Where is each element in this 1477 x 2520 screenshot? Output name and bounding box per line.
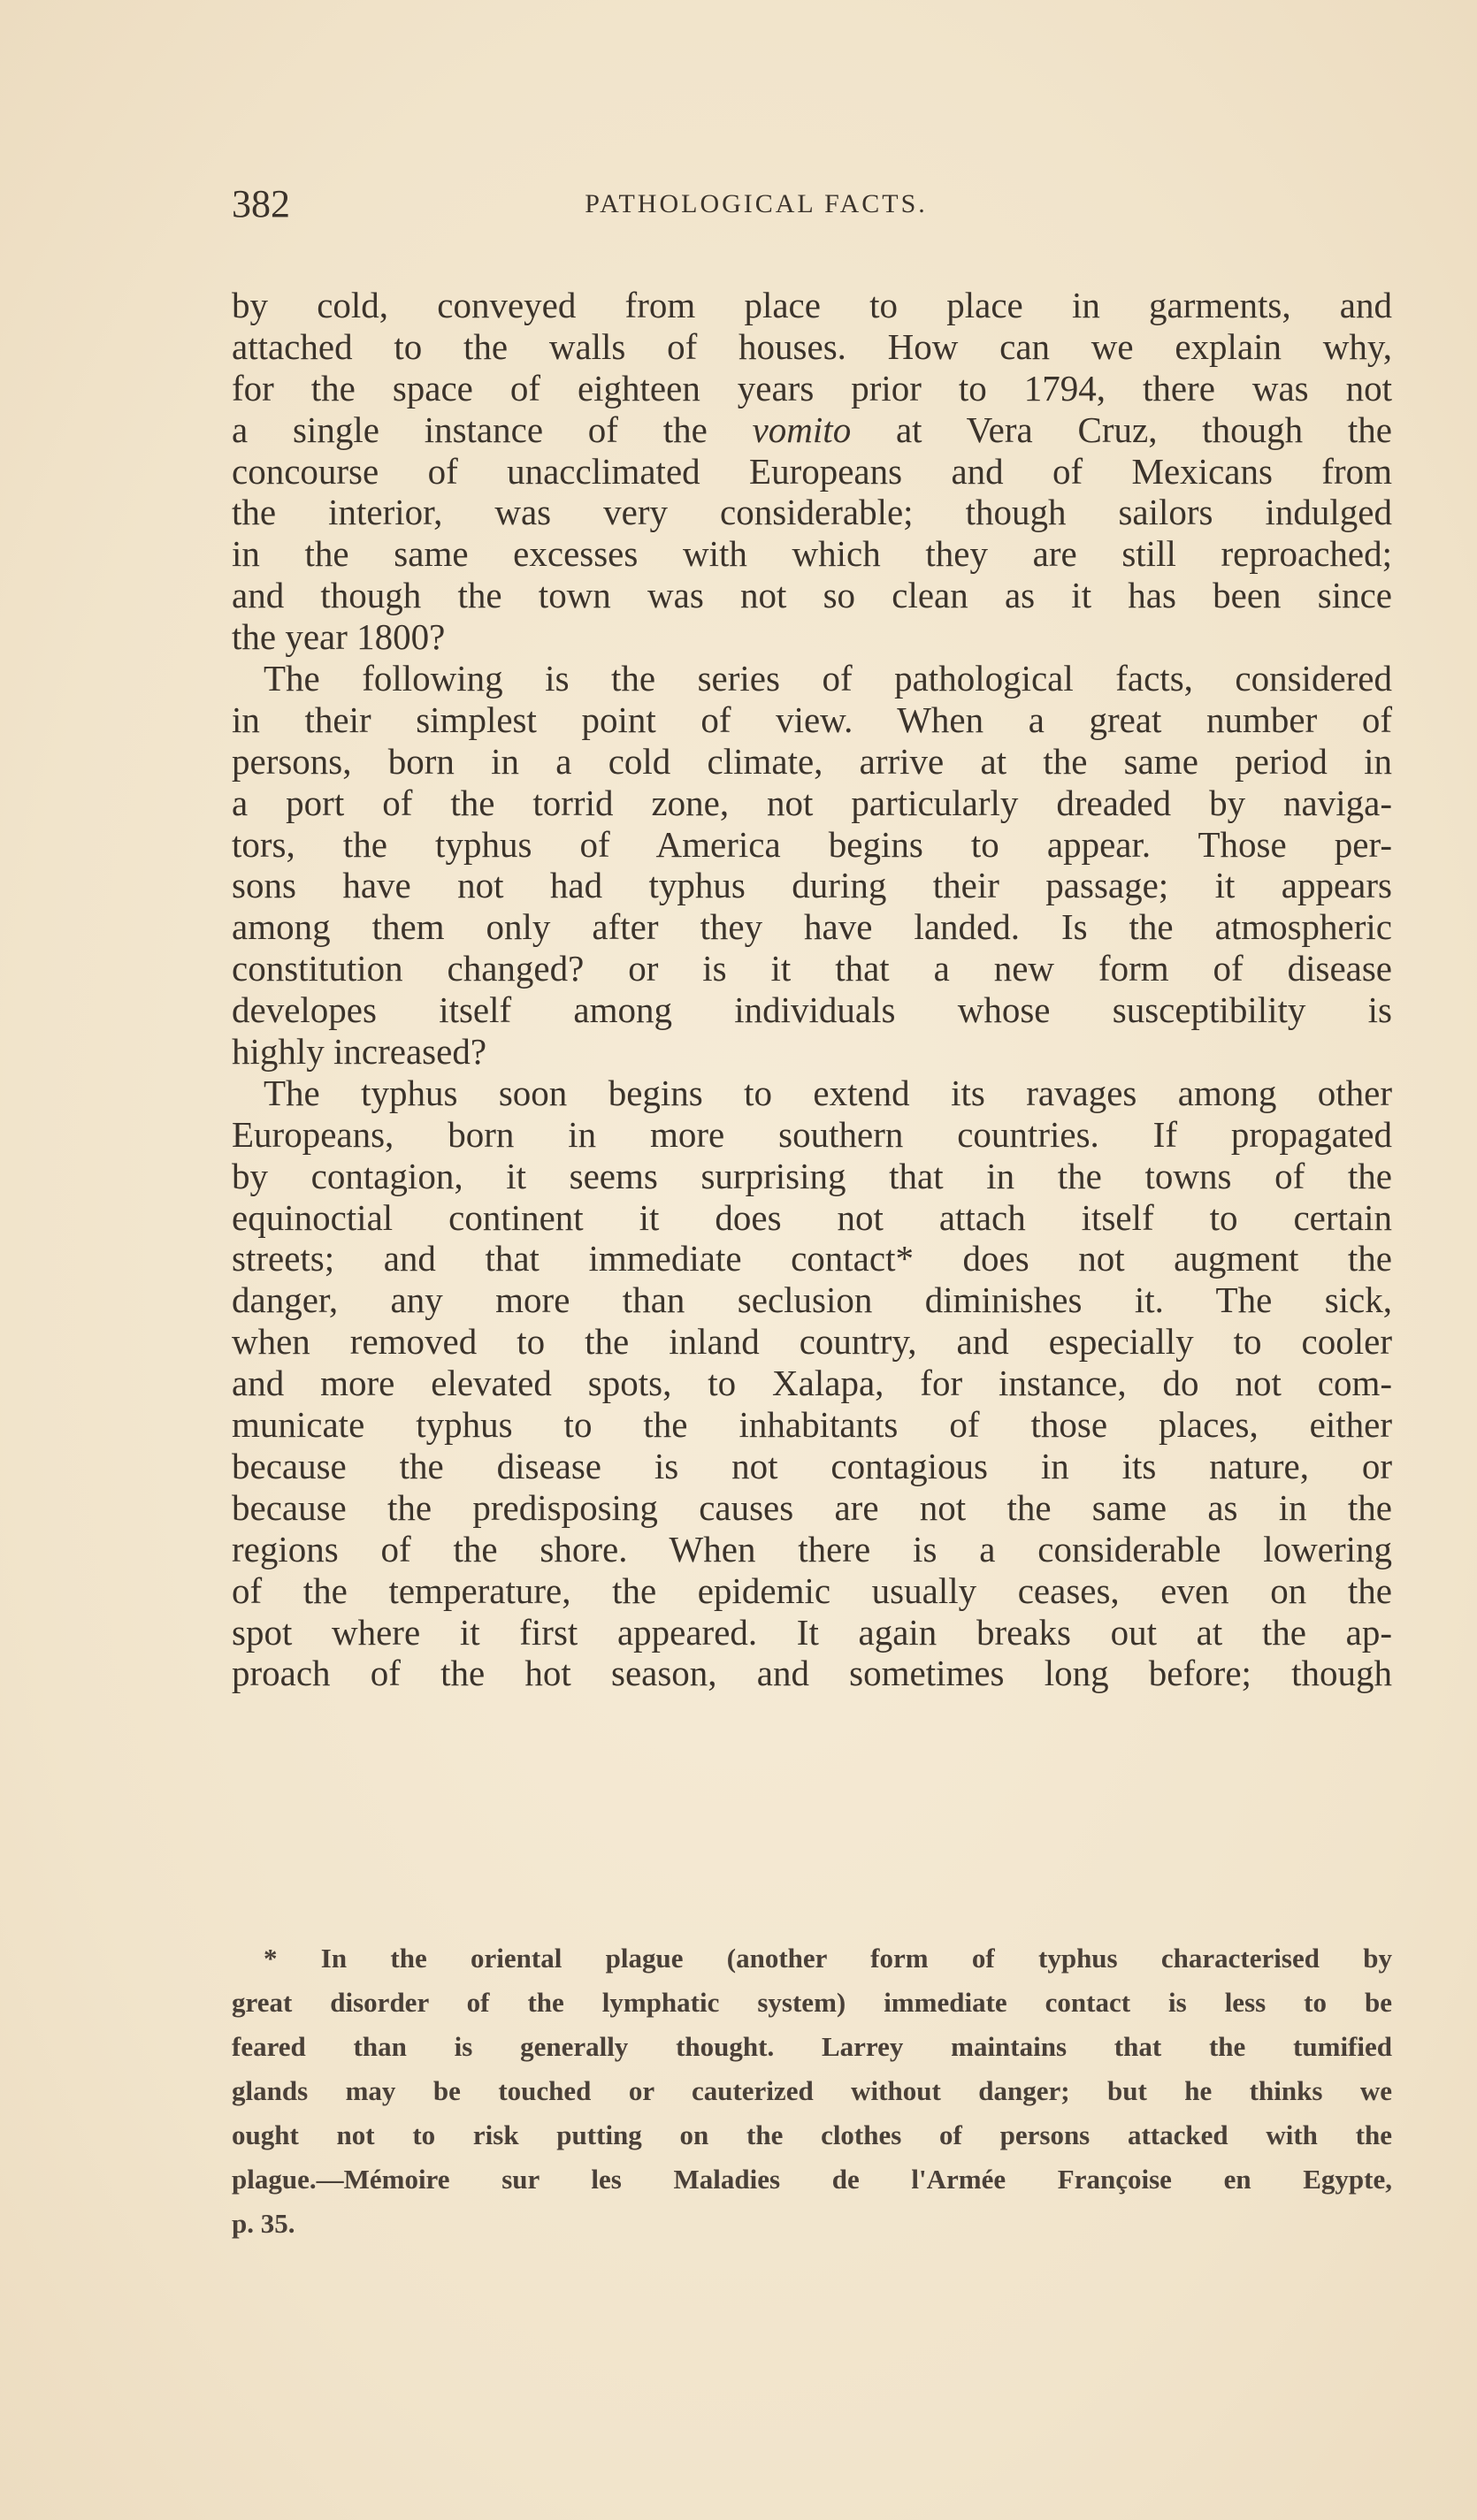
body-line: attached to the walls of houses. How can we explain why,: [232, 325, 1392, 367]
body-line: and though the town was not so clean as it has been since: [232, 575, 1392, 616]
body-line: constitution changed? or is it that a new form of disease: [232, 948, 1392, 989]
body-line: The following is the series of pathological facts, considered: [264, 658, 1392, 699]
body-line: sons have not had typhus during their passage; it appears: [232, 865, 1392, 906]
body-line: the year 1800?: [232, 616, 446, 658]
body-line: in their simplest point of view. When a great number of: [232, 699, 1392, 740]
body-line: danger, any more than seclusion diminishes it. The sick,: [232, 1279, 1392, 1321]
body-line: regions of the shore. When there is a considerable lowering: [232, 1528, 1392, 1569]
body-line: the interior, was very considerable; though sailors indulged: [232, 492, 1392, 533]
body-text: [232, 285, 1392, 1694]
body-line: a port of the torrid zone, not particularly dreaded by naviga-: [232, 782, 1392, 823]
body-line: and more elevated spots, to Xalapa, for instance, do not com-: [232, 1363, 1392, 1404]
footnote-line: great disorder of the lymphatic system) immediate contact is less to be: [232, 1987, 1392, 2018]
body-line: equinoctial continent it does not attach itself to certain: [232, 1196, 1392, 1238]
body-line: proach of the hot season, and sometimes long before; though: [232, 1653, 1392, 1694]
body-line: developes itself among individuals whose susceptibility is: [232, 989, 1392, 1031]
body-line: when removed to the inland country, and especially to cooler: [232, 1321, 1392, 1363]
body-line: Europeans, born in more southern countries. If propagated: [232, 1113, 1392, 1155]
body-line: by cold, conveyed from place to place in garments, and: [232, 285, 1392, 325]
running-title: PATHOLOGICAL FACTS.: [585, 189, 928, 218]
italic-term: vomito: [752, 409, 852, 450]
footnote-line: glands may be touched or cauterized without danger; but he thinks we: [232, 2075, 1392, 2106]
text-run: at Vera Cruz, though the: [851, 409, 1392, 450]
body-line: streets; and that immediate contact* does not augment the: [232, 1238, 1392, 1279]
body-line: in the same excesses with which they are still reproached;: [232, 533, 1392, 575]
footnote-line: p. 35.: [232, 2208, 295, 2239]
body-line: among them only after they have landed. Is the atmospheric: [232, 906, 1392, 948]
body-line: because the predisposing causes are not the same as in the: [232, 1486, 1392, 1528]
body-line: because the disease is not contagious in its nature, or: [232, 1445, 1392, 1486]
footnote-line: plague.—Mémoire sur les Maladies de l'Armée Françoise en Egypte,: [232, 2164, 1392, 2195]
body-line: concourse of unacclimated Europeans and of Mexicans from: [232, 450, 1392, 492]
footnote-line: ought not to risk putting on the clothes of persons attacked with the: [232, 2119, 1392, 2150]
body-line: of the temperature, the epidemic usually ceases, even on the: [232, 1569, 1392, 1611]
footnote: [232, 1936, 1392, 2246]
text-run: a single instance of the: [232, 409, 753, 450]
page-number: 382: [232, 182, 290, 225]
body-line: tors, the typhus of America begins to appear. Those per-: [232, 823, 1392, 865]
body-line: persons, born in a cold climate, arrive at the same period in: [232, 740, 1392, 782]
body-line: The typhus soon begins to extend its ravages among other: [264, 1072, 1392, 1113]
body-line: [232, 409, 1392, 451]
body-line: highly increased?: [232, 1031, 487, 1073]
footnote-line: * In the oriental plague (another form of typhus characterised by: [264, 1943, 1392, 1974]
footnote-line: feared than is generally thought. Larrey maintains that the tumified: [232, 2031, 1392, 2062]
body-line: municate typhus to the inhabitants of those places, either: [232, 1404, 1392, 1446]
body-line: for the space of eighteen years prior to 1794, there was not: [232, 367, 1392, 409]
body-line: by contagion, it seems surprising that in the towns of the: [232, 1155, 1392, 1196]
body-line: spot where it first appeared. It again breaks out at the ap-: [232, 1611, 1392, 1653]
